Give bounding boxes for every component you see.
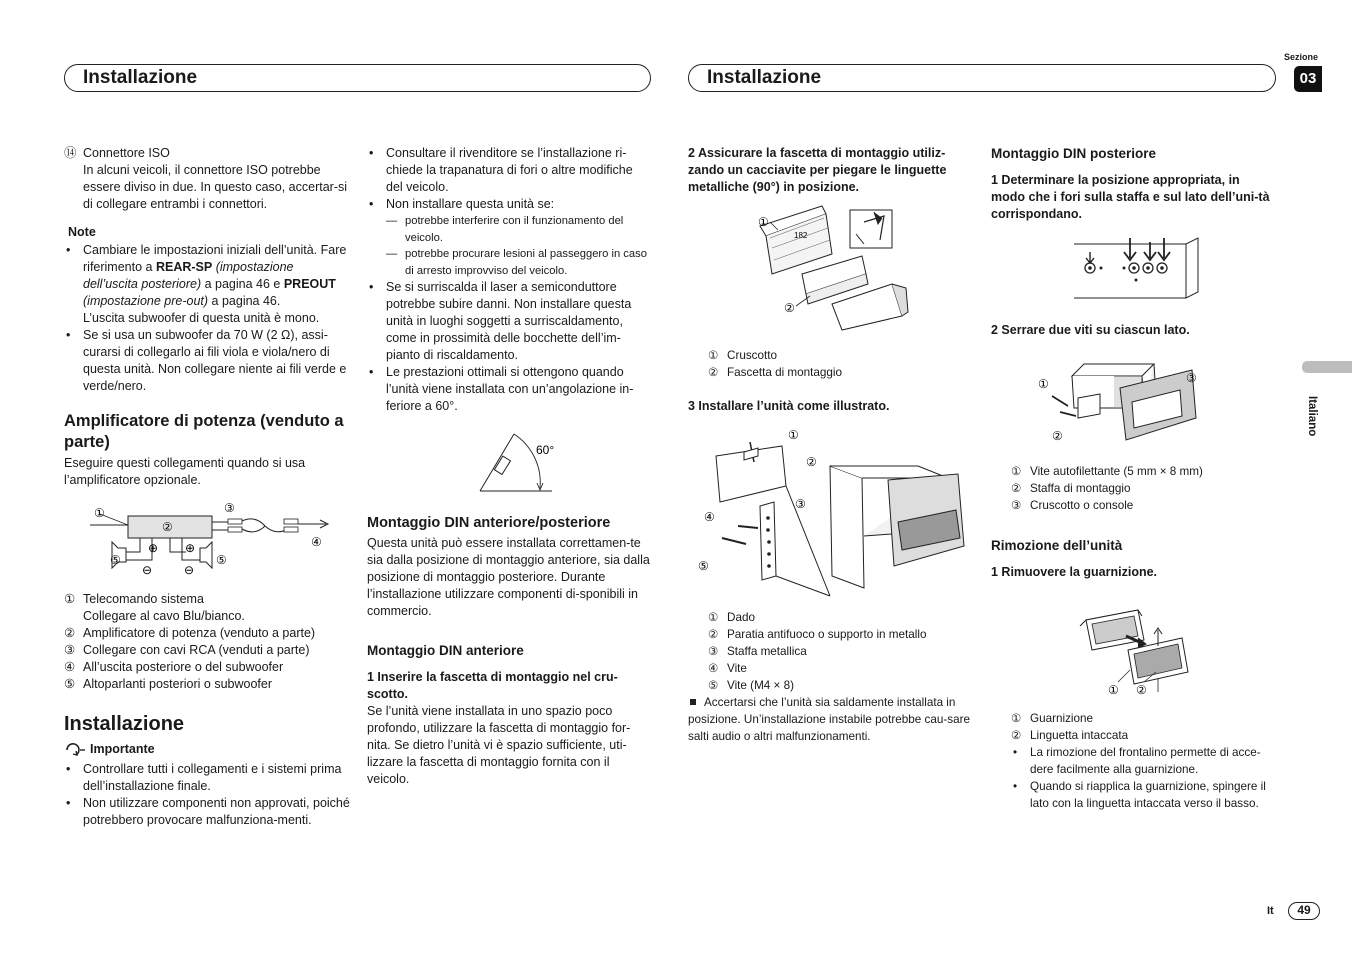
callout-4: ④: [311, 535, 322, 549]
text: (impostazione dell’uscita posteriore): [83, 260, 294, 291]
rear-step-2: [991, 322, 1276, 339]
bullet: • Non installare questa unità se:: [367, 196, 652, 213]
amplifier-diagram: [90, 500, 340, 582]
note-bullet-2: • Se si usa un subwoofer da 70 W (2 Ω), assi-curarsi di collegarlo ai fili viola e viola/nero di questa unità. Non collegare niente ai fili verde e verde/nero.: [64, 327, 350, 395]
bullet: • La rimozione del frontalino permette di acce-dere facilmente alla guarnizione.: [1011, 744, 1276, 778]
column-1: [64, 145, 350, 489]
din-title: Montaggio DIN anteriore/posteriore: [367, 515, 611, 531]
callout-4: ④: [704, 510, 715, 524]
legend-number: ②: [708, 628, 719, 641]
remove-title: Rimozione dell’unità: [991, 538, 1123, 553]
install-title: Installazione: [64, 713, 185, 735]
square-bullet: [690, 699, 696, 705]
screw-diagram: [1034, 358, 1204, 448]
legend-number: ⑤: [64, 677, 76, 691]
page-language: It: [1267, 905, 1274, 917]
legend-text: All’uscita posteriore o del subwoofer: [83, 660, 284, 674]
text: (impostazione pre-out): [83, 294, 209, 308]
callout-1: ①: [758, 215, 769, 229]
legend-text: Vite autofilettante (5 mm × 8 mm): [1030, 465, 1203, 478]
item-title: Connettore ISO: [83, 146, 170, 160]
callout-1: ①: [1038, 377, 1049, 391]
language-tab: [1302, 361, 1352, 373]
rear-legend: [1011, 463, 1276, 514]
legend-item: [708, 677, 973, 694]
callout-2: ②: [162, 520, 173, 534]
din-section: [367, 514, 652, 788]
legend-item: [708, 660, 973, 677]
plus-symbol: ⊕: [185, 541, 196, 555]
front-step-2: 2 Assicurare la fascetta di montaggio utiliz-zando un cacciavite per piegare le linguette metalliche (90°) in posizione.: [688, 146, 947, 194]
page-number: 49: [1297, 903, 1311, 917]
callout-3: ③: [795, 497, 806, 511]
page-number-badge: [1288, 902, 1320, 920]
legend-item: [64, 676, 350, 693]
callout-1: ①: [1108, 683, 1119, 697]
legend-text: Vite (M4 × 8): [727, 679, 795, 692]
legend-text: Guarnizione: [1030, 712, 1094, 725]
header-title-right: Installazione: [707, 67, 822, 88]
mounting-sleeve-diagram: [752, 204, 912, 334]
callout-3: ③: [1186, 371, 1197, 385]
legend-text: Paratia antifuoco o supporto in metallo: [727, 628, 927, 641]
bullet: • Le prestazioni ottimali si ottengono quando l’unità viene installata con un’angolazione in-feriore a 60°.: [367, 364, 652, 415]
dash-item: — potrebbe interferire con il funzionamento del veicolo.: [367, 213, 652, 246]
legend-text: Linguetta intaccata: [1030, 729, 1129, 742]
install-unit-diagram: [698, 426, 968, 601]
legend-text: Altoparlanti posteriori o subwoofer: [83, 677, 272, 691]
callout-2: ②: [784, 301, 795, 315]
legend-item: [708, 347, 968, 364]
rear-step-1: 1 Determinare la posizione appropriata, in modo che i fori sulla staffa e sul lato dell’uni-tà corrispondano.: [991, 173, 1270, 221]
legend-number: ③: [708, 645, 719, 658]
front-step-1: 1 Inserire la fascetta di montaggio nel cru-scotto.: [367, 670, 618, 701]
legend-item: [1011, 480, 1276, 497]
install-section: [64, 713, 350, 829]
callout-5: ⑤: [698, 559, 709, 573]
step-3: [688, 398, 974, 415]
legend-number: ⑤: [708, 679, 719, 692]
bullet: • Quando si riapplica la guarnizione, spingere il lato con la linguetta intaccata verso il basso.: [1011, 778, 1276, 812]
legend-a: [708, 347, 968, 381]
legend-text: Telecomando sistema: [83, 592, 204, 606]
important-bullet-1: • Controllare tutti i collegamenti e i sistemi prima dell’installazione finale.: [64, 761, 350, 795]
legend-text: Staffa metallica: [727, 645, 807, 658]
rear-step-2-text: 2 Serrare due viti su ciascun lato.: [991, 323, 1190, 337]
front-step-1-text: Se l’unità viene installata in uno spazio poco profondo, utilizzare la fascetta di montaggio for-nita. Se dietro l’unità vi è spazio sufficiente, uti-lizzare la fascetta di montaggio fornita con il veicolo.: [367, 704, 631, 786]
legend-item: [1011, 463, 1276, 480]
important-row: [64, 741, 350, 758]
iso-connector-item: [64, 145, 350, 213]
setting-name: REAR-SP: [155, 260, 213, 274]
legend-item: [64, 591, 350, 625]
section-number: 03: [1299, 70, 1317, 87]
bullet: • Se si surriscalda il laser a semiconduttore potrebbe subire danni. Non installare questa unità in luoghi soggetti a surriscaldamento, come in prossimità delle bocchette dell’im-pianto di riscaldamento.: [367, 279, 652, 364]
legend-number: ①: [64, 592, 76, 606]
legend-number: ①: [708, 611, 719, 624]
install-note: [688, 694, 974, 745]
note-bullet-1: [64, 242, 350, 327]
legend-item: [1011, 497, 1276, 514]
legend-number: ③: [64, 643, 76, 657]
legend-number: ③: [1011, 499, 1022, 512]
legend-item: [1011, 710, 1276, 727]
legend-text: Dado: [727, 611, 755, 624]
callout-3: ③: [224, 501, 235, 515]
callout-5: ⑤: [110, 553, 121, 567]
callout-2: ②: [806, 455, 817, 469]
trim-ring-diagram: [1078, 602, 1198, 698]
legend-item: [708, 643, 973, 660]
minus-symbol: ⊖: [184, 563, 195, 577]
legend-number: ①: [1011, 465, 1022, 478]
minus-symbol: ⊖: [142, 563, 153, 577]
legend-item: [64, 642, 350, 659]
amp-legend: [64, 591, 350, 693]
legend-text: Staffa di montaggio: [1030, 482, 1131, 495]
important-label: Importante: [90, 742, 155, 756]
amp-title: Amplificatore di potenza (venduto a parte): [64, 412, 344, 451]
callout-1: ①: [94, 506, 105, 520]
text: Cambiare le impostazioni iniziali dell’unità. Fare riferimento a: [83, 243, 347, 274]
rear-din-title: Montaggio DIN posteriore: [991, 146, 1156, 161]
callout-1: ①: [788, 428, 799, 442]
legend-number: ④: [64, 660, 76, 674]
text: L’uscita subwoofer di questa unità è mono.: [83, 311, 320, 325]
item-text: In alcuni veicoli, il connettore ISO potrebbe essere diviso in due. In questo caso, accertar-si di collegare entrambi i connettori.: [83, 163, 348, 211]
legend-text: Fascetta di montaggio: [727, 366, 842, 379]
legend-item: [64, 659, 350, 676]
plus-symbol: ⊕: [148, 541, 159, 555]
text: a pagina 46 e: [201, 277, 284, 291]
column-3: [688, 145, 974, 196]
dash-item: — potrebbe procurare lesioni al passeggero in caso di arresto improvviso del veicolo.: [367, 246, 652, 279]
text: a pagina 46.: [208, 294, 281, 308]
callout-2: ②: [1052, 429, 1063, 443]
legend-text: Cruscotto: [727, 349, 778, 362]
legend-number: ②: [1011, 729, 1022, 742]
legend-item: [708, 626, 973, 643]
callout-5: ⑤: [216, 553, 227, 567]
legend-number: ②: [64, 626, 76, 640]
remove-legend: [1011, 710, 1276, 812]
legend-b: [708, 609, 973, 694]
item-number: ⑭: [64, 146, 77, 160]
legend-subtext: Collegare al cavo Blu/bianco.: [83, 609, 245, 623]
legend-item: [708, 609, 973, 626]
angle-diagram: [478, 430, 558, 496]
din-text: Questa unità può essere installata correttamen-te sia dalla posizione di montaggio anteriore, sia dalla posizione di montaggio posteriore. Durante l’installazione utilizzare componenti di-sponibili in commercio.: [367, 536, 650, 618]
angle-label: 60°: [536, 443, 555, 457]
legend-text: Cruscotto o console: [1030, 499, 1134, 512]
legend-number: ①: [708, 349, 719, 362]
callout-2: ②: [1136, 683, 1147, 697]
legend-number: ①: [1011, 712, 1022, 725]
remove-section: [991, 537, 1276, 581]
setting-name: PREOUT: [283, 277, 336, 291]
legend-item: [708, 364, 968, 381]
column-4: [991, 145, 1276, 223]
section-number-badge: [1294, 66, 1322, 92]
legend-text: Vite: [727, 662, 747, 675]
legend-item: [64, 625, 350, 642]
legend-number: ②: [708, 366, 719, 379]
legend-number: ④: [708, 662, 719, 675]
remove-step-1: 1 Rimuovere la guarnizione.: [991, 565, 1158, 579]
header-title-left: Installazione: [83, 67, 198, 88]
hole-alignment-diagram: [1074, 236, 1200, 300]
note-title: Note: [68, 225, 96, 239]
header-bar-right: [688, 64, 1276, 92]
front-din-title: Montaggio DIN anteriore: [367, 643, 524, 658]
front-step-3: 3 Installare l’unità come illustrato.: [688, 399, 890, 413]
important-icon: [64, 742, 86, 758]
legend-item: [1011, 727, 1276, 744]
note-text: Accertarsi che l’unità sia saldamente installata in posizione. Un’installazione instabile potrebbe cau-sare salti audio o altri malfunzionamenti.: [688, 696, 970, 743]
language-label: Italiano: [1306, 396, 1318, 437]
important-bullet-2: • Non utilizzare componenti non approvati, poiché potrebbero provocare malfunziona-menti.: [64, 795, 350, 829]
section-label: Sezione: [1284, 52, 1319, 62]
legend-number: ②: [1011, 482, 1022, 495]
legend-text: Collegare con cavi RCA (venduti a parte): [83, 643, 310, 657]
column-2: [367, 145, 652, 415]
legend-text: Amplificatore di potenza (venduto a parte): [83, 626, 316, 640]
header-bar-left: [64, 64, 651, 92]
amp-text: Eseguire questi collegamenti quando si usa l’amplificatore opzionale.: [64, 456, 306, 487]
bullet: • Consultare il rivenditore se l’installazione ri-chiede la trapanatura di fori o altre modifiche del veicolo.: [367, 145, 652, 196]
scale-mark: 182: [794, 231, 808, 240]
